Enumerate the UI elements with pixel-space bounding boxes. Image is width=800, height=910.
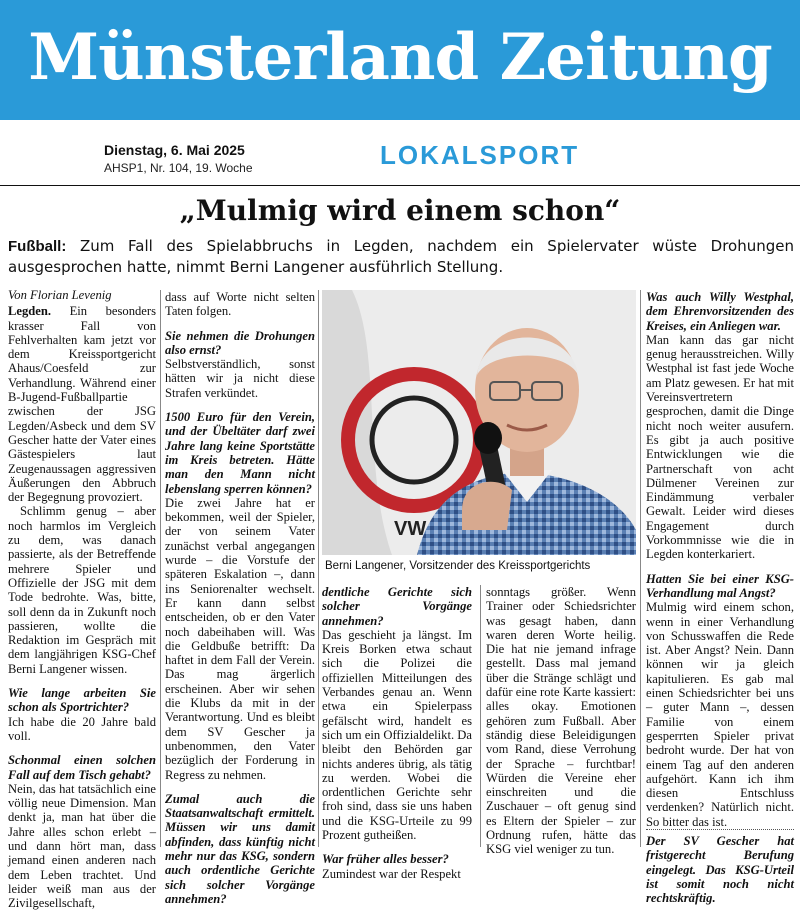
question-2: Schonmal einen solchen Fall auf dem Tisch gehabt? (8, 753, 156, 782)
paragraph-2: Schlimm genug – aber noch harmlos im Vergleich zu dem, was danach passierte, als der Betreffende mehrere Spieler und Offizielle der JSG mit dem Tode bedrohte. Was, bitte, soll denn da in Zukunft noch passieren, wollte die Redaktion im Gespräch mit dem langjährigen KSG-Chef Berni Langener wissen. (8, 504, 156, 676)
answer-5: Das geschieht ja längst. Im Kreis Borken etwa schaut sich die Polizei die offiziellen Mitteilungen des Verbandes genau an. Wenn etwa ein Spielerpass gefälscht wird, handelt es sich um ein Offizialdelikt. Da bleibt den Behörden gar nichts anderes übrig, als tätig zu werden. Wobei die ordentlichen Gerichte sehr froh sind, dass sie uns haben und die KSG-Urteile zu 99 Prozent gutheißen. (322, 627, 472, 843)
lead-paragraph (8, 304, 156, 504)
question-4: 1500 Euro für den Verein, und der Übeltäter darf zwei Jahre lang keine Sportstätte im Kreis betreten. Hätte man den Mann nicht lebenslang sperren können? (165, 410, 315, 496)
editor-note: Der SV Gescher hat fristgerecht Berufung eingelegt. Das KSG-Urteil ist somit noch nicht rechtskräftig. (646, 829, 794, 905)
masthead (0, 0, 800, 120)
column-3 (322, 585, 472, 881)
column-divider-4 (640, 290, 641, 847)
answer-1: Ich habe die 20 Jahre bald voll. (8, 714, 156, 743)
issue-edition: AHSP1, Nr. 104, 19. Woche (104, 161, 253, 175)
article-headline: „Mulmig wird einem schon“ (179, 194, 621, 227)
answer-2-continued: dass auf Worte nicht selten Taten folgen. (165, 290, 315, 319)
byline: Von Florian Levenig (8, 288, 112, 302)
svg-text:VW: VW (394, 518, 427, 540)
column-divider-2 (318, 290, 319, 847)
column-1 (8, 288, 156, 910)
answer-3: Selbstverständlich, sonst hätten wir ja nicht diese Strafen verkündet. (165, 357, 315, 400)
article-deck (8, 236, 794, 277)
answer-7: Man kann das gar nicht genug herausstreichen. Willy Westphal ist fast jede Woche am Platz gewesen. Er hat mit Vereinsvertretern gesprochen, damit die Dinge nicht noch weiter ausufern. Es gibt ja auch positive Entwicklungen wie die Partnerschaft von acht Dülmener Vereinen zur Eindämmung verbaler Gewalt. Leider wird dieses Engagement durch Vorkommnisse wie die in Legden konterkariert. (646, 332, 794, 562)
issue-date: Dienstag, 6. Mai 2025 (104, 142, 245, 158)
question-6: War früher alles besser? (322, 852, 449, 867)
section-label: LOKALSPORT (380, 140, 580, 170)
column-4 (486, 585, 636, 857)
question-8: Hatten Sie bei einer KSG-Verhandlung mal Angst? (646, 571, 794, 600)
column-divider-3 (480, 585, 481, 847)
photo-caption: Berni Langener, Vorsitzender des Kreissportgerichts (325, 560, 591, 572)
portrait-photo (322, 290, 636, 555)
answer-8: Mulmig wird einem schon, wenn in einer Verhandlung von Schusswaffen die Rede ist. Aber Angst? Nein. Dann können wir ja gleich kapitulieren. Es gab mal einen Schiedsrichter bei uns – guter Mann –, dessen Familie von einem gesperrten Spieler privat bedroht wurde. Der hat von einem Tag auf den anderen aufgehört. Kann ich ihm diesen Entschluss verdenken? Natürlich nicht. So bitter das ist. (646, 600, 794, 829)
question-5: Zumal auch die Staatsanwaltschaft ermittelt. Müssen wir uns damit abfinden, dass künftig nicht mehr nur das KSG, sondern auch ordentliche Gerichte sich solcher Vorgänge annehmen? (165, 791, 315, 906)
question-5-continued: dentliche Gerichte sich solcher Vorgänge annehmen? (322, 585, 472, 628)
answer-2: Nein, das hat tatsächlich eine völlig neue Dimension. Man denkt ja, man hat über die Jahre alles schon erlebt – und dann hört man, dass jemand einen anderen nach dem Leben trachtet. Und leider weiß man aus der Zivilgesellschaft, (8, 781, 156, 910)
answer-6-start: Zumindest war der Respekt (322, 866, 461, 881)
column-divider-1 (160, 290, 161, 847)
question-1: Wie lange arbeiten Sie schon als Sportrichter? (8, 686, 156, 715)
question-7: Was auch Willy Westphal, dem Ehrenvorsitzenden des Kreises, ein Anliegen war. (646, 290, 794, 333)
deck-label: Fußball: (8, 238, 67, 255)
portrait-illustration (322, 290, 636, 555)
newspaper-title: Münsterland Zeitung (28, 20, 772, 95)
column-2 (165, 290, 315, 906)
deck-text: Zum Fall des Spielabbruchs in Legden, nachdem ein Spielervater wüste Drohungen ausgesprochen hatte, nimmt Berni Langener ausführlich Stellung. (8, 237, 794, 276)
header-rule (0, 185, 800, 186)
answer-4: Die zwei Jahre hat er bekommen, weil der Spieler, der von seinem Vater zunächst verbal angegangen wurde – die Vorstufe der späteren Eskalation –, dann ins Seniorenalter wechselt. Er kann dann selbst entscheiden, ob er den Vater noch dabeihaben will. Was die Geldbuße betrifft: Da haftet in dem Fall der Verein. Das mag ärgerlich erscheinen. Aber wir sehen die Klubs da mit in der Verantwortung. Und es bleibt dem SV Gescher ja unbenommen, den Vater bezüglich der Forderung in Regress zu nehmen. (165, 495, 315, 782)
lead-place: Legden. (8, 304, 52, 319)
lead-text: Ein besonders krasser Fall von Fehlverhalten kam jetzt vor dem Kreissportgericht Ahaus/Coesfeld zur Verhandlung. Während einer B-Jugend-Fußballpartie zwischen der JSG Legden/Asbeck und dem SV Gescher hatte der Vater eines Gästespielers laut Zeugenaussagen aggressiven Äußerungen den Abbruch der Begegnung provoziert. (8, 304, 156, 505)
column-5 (646, 290, 794, 906)
question-3: Sie nehmen die Drohungen also ernst? (165, 328, 315, 357)
answer-6-continued: sonntags größer. Wenn Trainer oder Schiedsrichter was gesagt haben, dann waren deren Worte heilig. Die hat nie jemand infrage gestellt. Dass mal jemand über die Stränge schlägt und dafür eine rote Karte kassiert: alles okay. Emotionen gehören zum Fußball. Aber ständig diese Beleidigungen vom Rand, diese Verrohung der Sprache – furchtbar! Würden die Vereine eher einschreiten und die Zuschauer – oft genug sind es Eltern der Spieler – zur Ordnung rufen, hätte das KSG viel weniger zu tun. (486, 585, 636, 857)
